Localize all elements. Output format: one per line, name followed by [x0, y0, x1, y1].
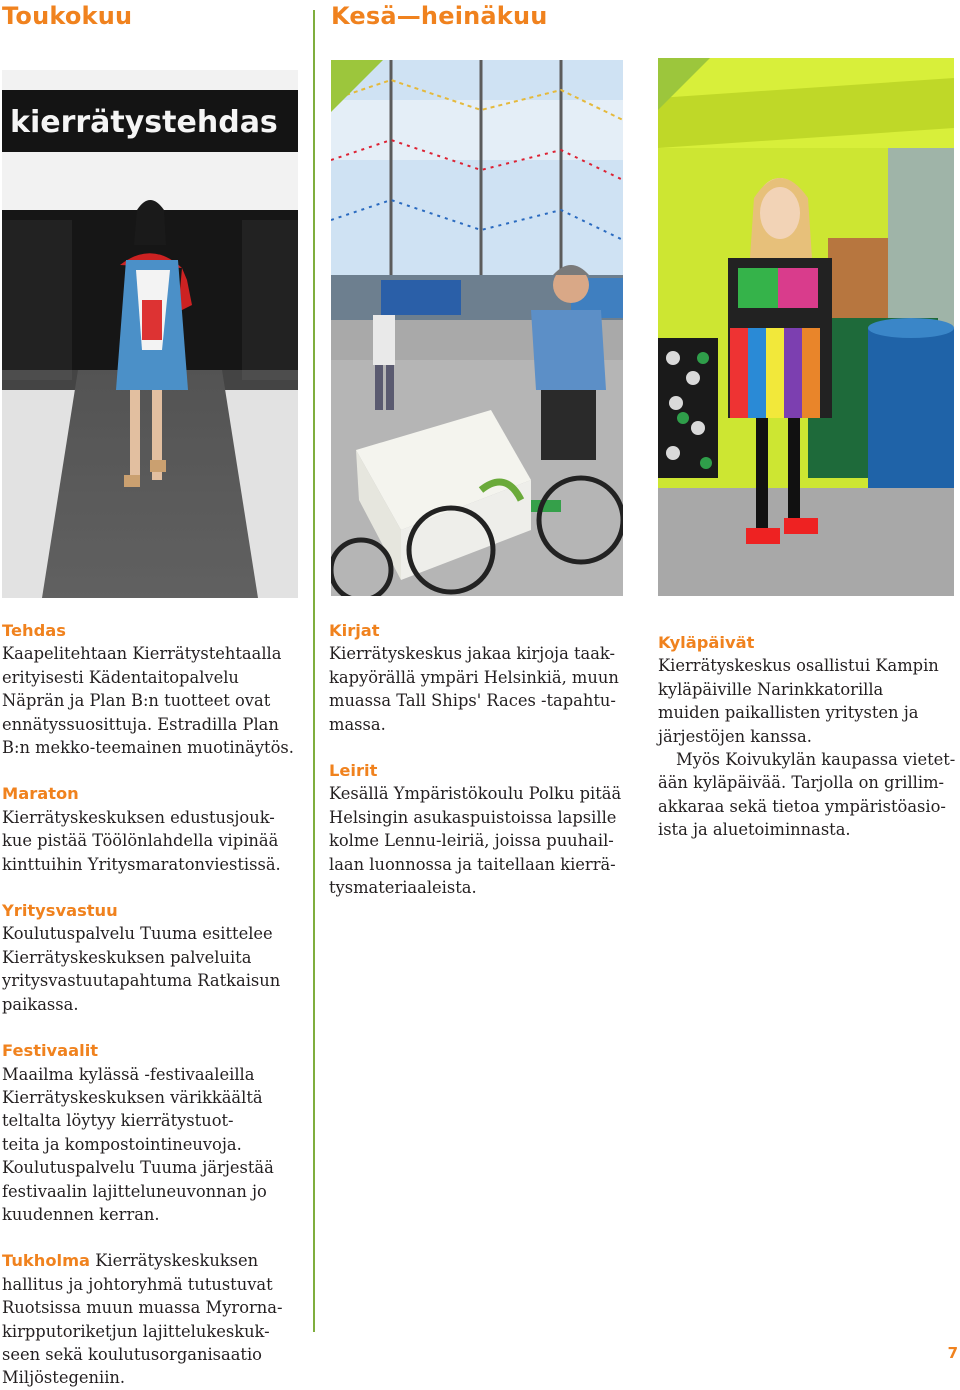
page-number: 7 — [947, 1344, 958, 1362]
section-yritysvastuu — [2, 899, 302, 1016]
photo-fashion-runway — [2, 70, 298, 598]
text-line: Koulutuspalvelu Tuuma järjestää — [2, 1158, 274, 1178]
section-kylapaivat — [658, 631, 958, 842]
text-line: Koulutuspalvelu Tuuma esittelee — [2, 924, 273, 944]
runway-sign-text: kierrätystehdas — [10, 105, 278, 140]
section-title: Yritysvastuu — [2, 901, 118, 921]
text-line: B:n mekko-teemainen muotinäytös. — [2, 738, 294, 758]
section-title: Leirit — [329, 761, 378, 781]
section-maraton — [2, 782, 302, 876]
column-kylapaivat-text — [658, 631, 958, 865]
text-line: Kierrätyskeskuksen värikkäältä — [2, 1087, 263, 1107]
text-line: Näprän ja Plan B:n tuotteet ovat — [2, 691, 271, 711]
text-line: akkaraa sekä tietoa ympäristöasio- — [658, 796, 946, 816]
text-line: Helsingin asukaspuistoissa lapsille — [329, 807, 617, 827]
text-line: kue pistää Töölönlahdella vipinää — [2, 831, 279, 851]
section-festivaalit — [2, 1039, 302, 1226]
column-divider — [313, 10, 315, 1332]
text-line: tysmateriaaleista. — [329, 878, 477, 898]
text-line: Kaapelitehtaan Kierrätystehtaalla — [2, 644, 282, 664]
text-line — [2, 1249, 302, 1272]
text-line: Kierrätyskeskuksen edustusjouk- — [2, 807, 275, 827]
text-line: Kierrätyskeskus jakaa kirjoja taak- — [329, 644, 615, 664]
text-line: teltalta löytyy kierrätystuot- — [2, 1111, 234, 1131]
text-line: massa. — [329, 714, 386, 734]
section-title: Kirjat — [329, 621, 380, 640]
text-line: ennätyssuosittuja. Estradilla Plan — [2, 714, 279, 734]
text-line: teita ja kompostointineuvoja. — [2, 1134, 242, 1154]
text-line: Miljöstegeniin. — [2, 1368, 126, 1388]
text-line: festivaalin lajitteluneuvonnan jo — [2, 1181, 267, 1201]
text-line: muassa Tall Ships' Races -tapahtu- — [329, 691, 616, 711]
text-line: Myös Koivukylän kaupassa vietet- — [676, 750, 956, 770]
text-line: kinttuihin Yritysmaratonviestissä. — [2, 854, 281, 874]
text-line: kyläpäiville Narinkkatorilla — [658, 679, 884, 699]
text-line: kirpputoriketjun lajittelukeskuk- — [2, 1321, 270, 1341]
text-line: laan luonnossa ja taitellaan kierrä- — [329, 854, 616, 874]
section-leirit — [329, 759, 639, 899]
text-line: ään kyläpäivää. Tarjolla on grillim- — [658, 773, 945, 793]
text-line: muiden paikallisten yritysten ja — [658, 703, 919, 723]
text-line: Kesällä Ympäristökoulu Polku pitää — [329, 784, 622, 804]
text-line: hallitus ja johtoryhmä tutustuvat — [2, 1274, 273, 1294]
photo-market-stall — [658, 58, 954, 596]
text-line: paikassa. — [2, 994, 79, 1014]
text-line: kapyörällä ympäri Helsinkiä, muun — [329, 667, 619, 687]
section-title: Kyläpäivät — [658, 633, 755, 652]
text-line: seen sekä koulutusorganisaatio — [2, 1344, 262, 1364]
section-title: Tukholma — [2, 1251, 91, 1271]
section-tehdas — [2, 619, 302, 759]
text-line: kolme Lennu-leiriä, joissa puuhail- — [329, 831, 614, 851]
text-line: kuudennen kerran. — [2, 1204, 160, 1224]
section-title: Maraton — [2, 784, 79, 804]
section-tukholma — [2, 1249, 302, 1389]
text-fragment: Kierrätyskeskuksen — [95, 1251, 259, 1271]
text-line: erityisesti Kädentaitopalvelu — [2, 667, 239, 687]
text-line: Ruotsissa muun muassa Myrorna- — [2, 1298, 283, 1318]
text-line: yritysvastuutapahtuma Ratkaisun — [2, 971, 281, 991]
photo-cargo-bike — [331, 60, 623, 596]
text-line: Kierrätyskeskus osallistui Kampin — [658, 656, 939, 676]
heading-toukokuu: Toukokuu — [2, 2, 133, 30]
section-kirjat — [329, 619, 639, 736]
section-title: Festivaalit — [2, 1041, 99, 1061]
text-line: Maailma kylässä -festivaaleilla — [2, 1064, 255, 1084]
text-line: ista ja aluetoiminnasta. — [658, 820, 851, 840]
column-kesa-text — [329, 619, 639, 922]
text-line: järjestöjen kanssa. — [658, 726, 812, 746]
heading-kesa-heinakuu: Kesä—heinäkuu — [331, 2, 548, 30]
text-line: Kierrätyskeskuksen palveluita — [2, 947, 252, 967]
column-toukokuu-text — [2, 619, 302, 1390]
section-title: Tehdas — [2, 621, 66, 640]
